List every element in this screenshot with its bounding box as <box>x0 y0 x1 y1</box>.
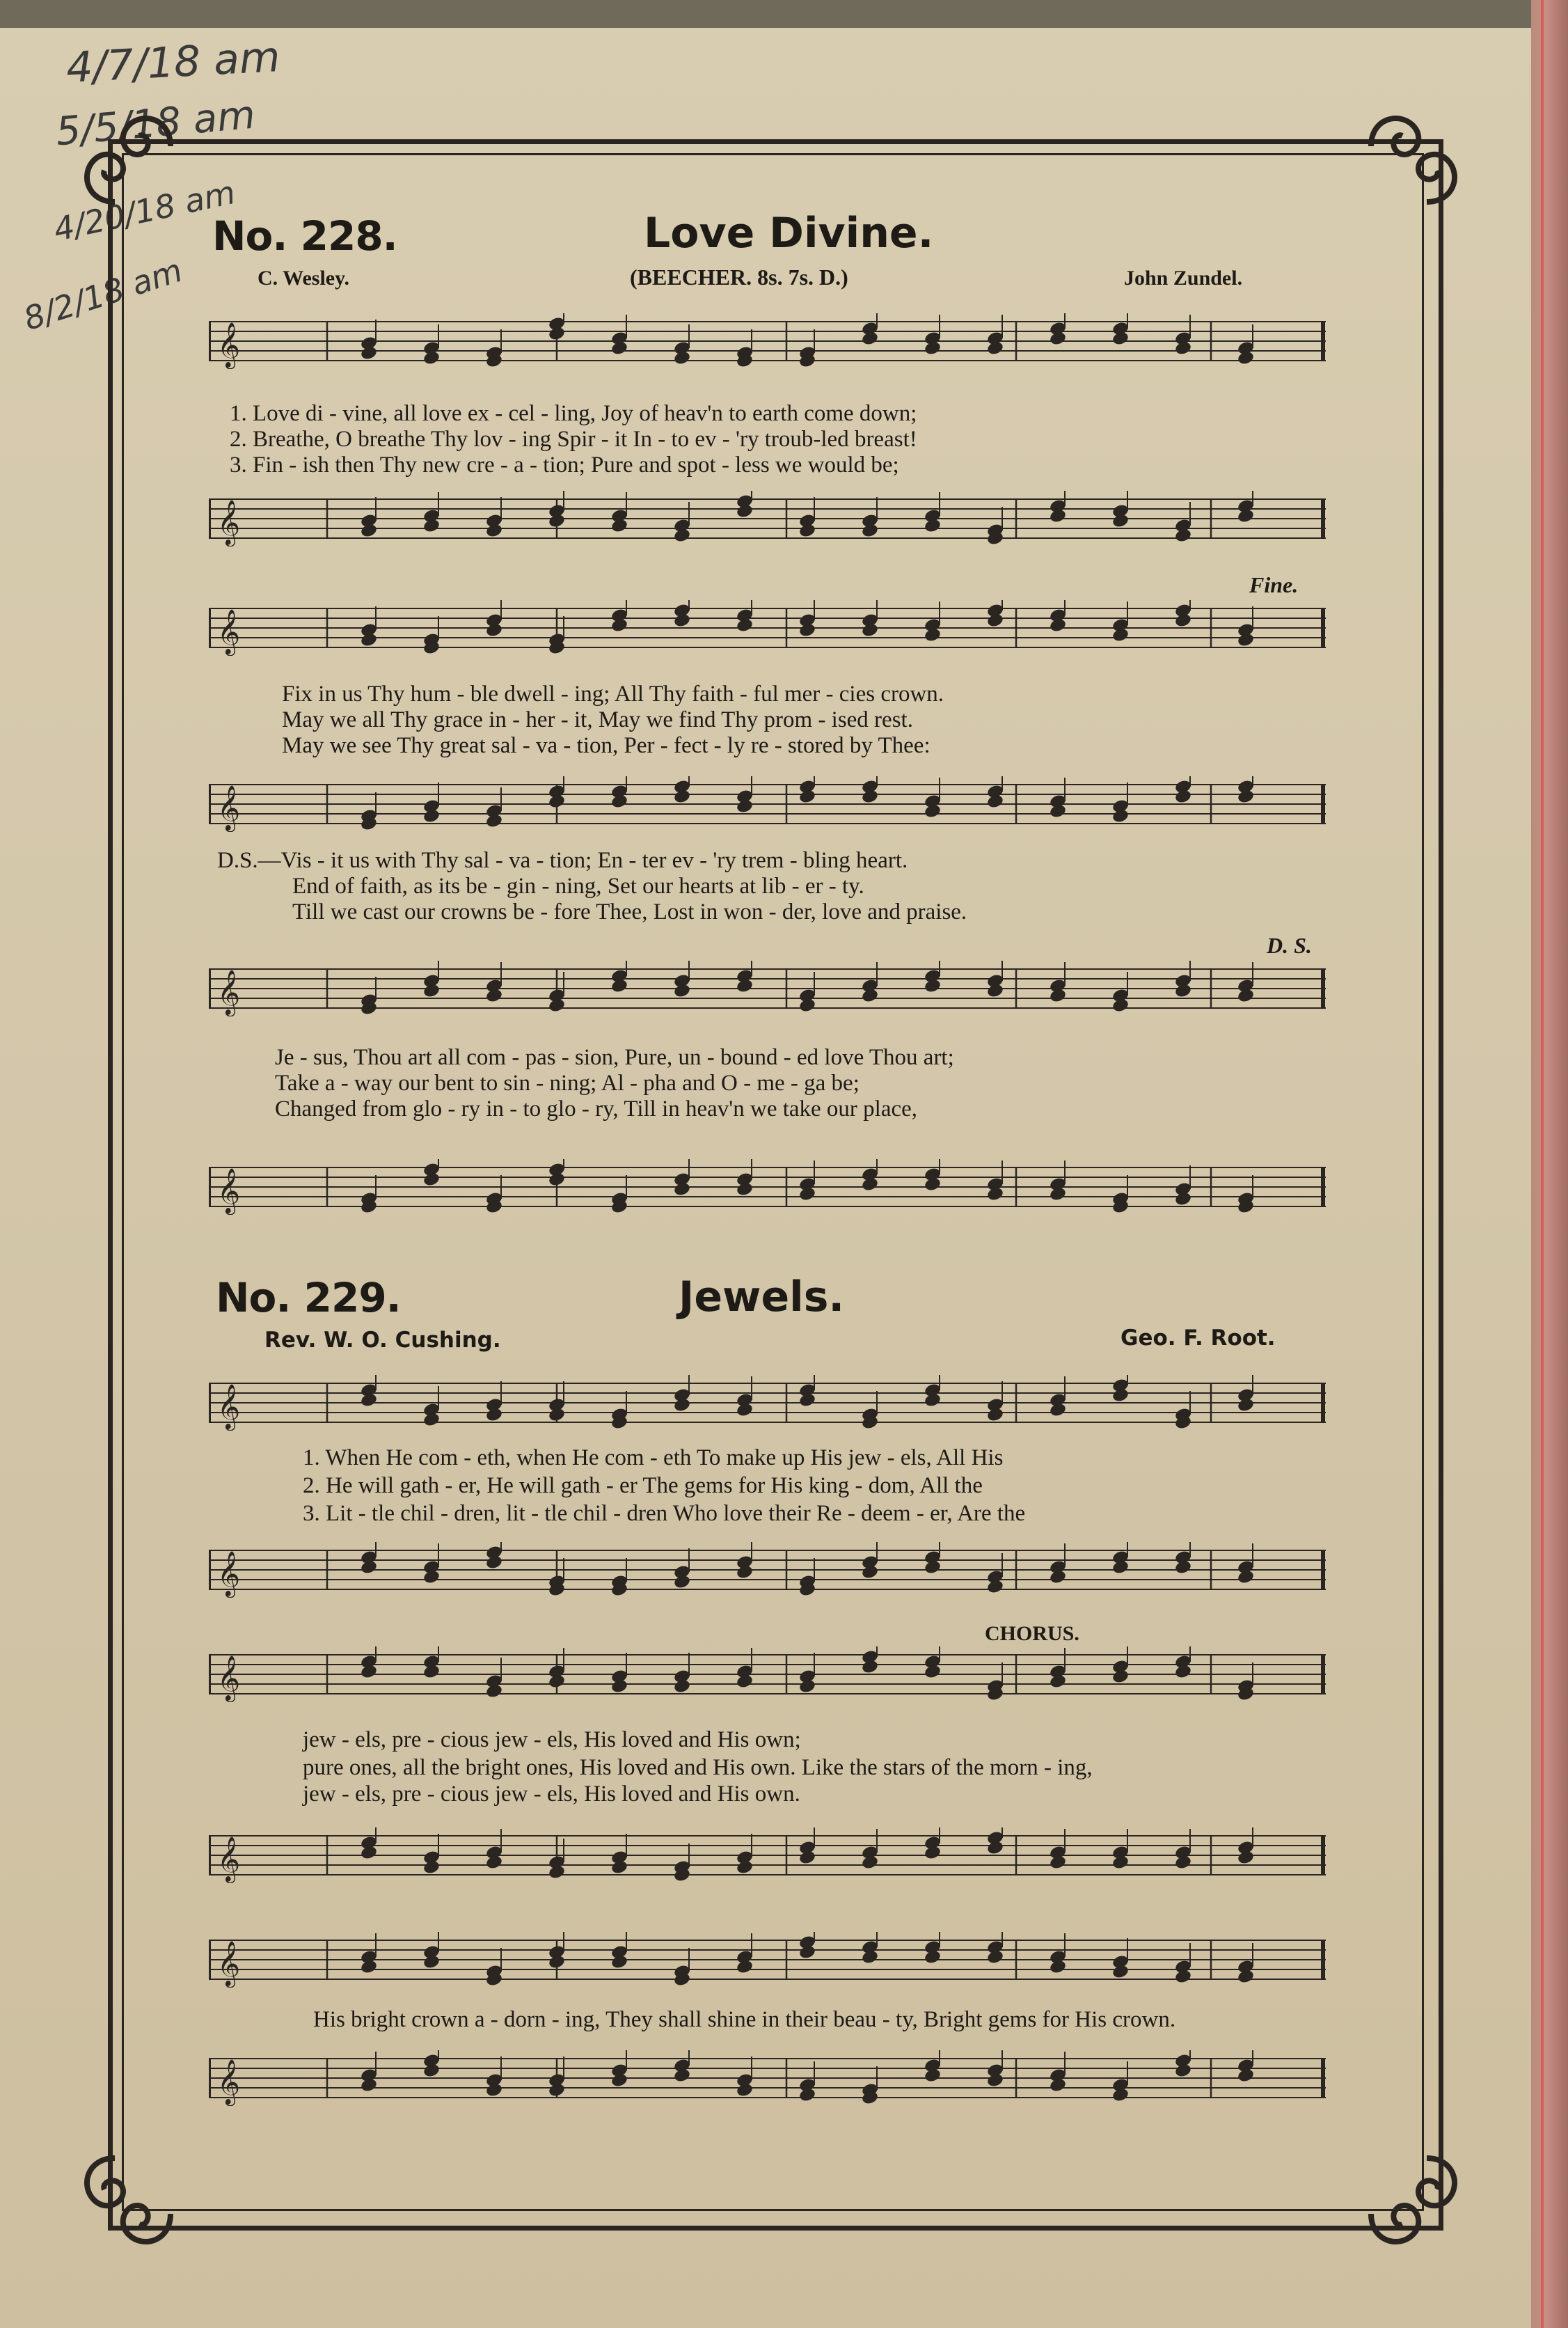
hymn-228-verse-line: May we all Thy grace in - her - it, May we find Thy prom - ised rest. <box>282 707 913 732</box>
frame-corner-ornament-tl <box>73 104 177 209</box>
hymn-229-verse-line: pure ones, all the bright ones, His loved and His own. Like the stars of the morn - ing, <box>303 1755 1093 1780</box>
svg-text:𝄞: 𝄞 <box>217 322 241 368</box>
hymn-228-bass-staff-3 <box>209 1159 1326 1215</box>
hymn-229-verse-line: 3. Lit - tle chil - dren, lit - tle chil - dren Who love their Re - deem - er, Are the <box>303 1501 1026 1526</box>
hymn-228-verse-line: Je - sus, Thou art all com - pas - sion, Pure, un - bound - ed love Thou art; <box>275 1045 954 1070</box>
hymn-229-author: Rev. W. O. Cushing. <box>264 1328 501 1353</box>
hymn-228-ds-line: End of faith, as its be - gin - ning, Set our hearts at lib - er - ty. <box>292 874 864 899</box>
hymn-228-bass-staff-1 <box>209 491 1326 546</box>
hymn-228-bass-staff-2 <box>209 776 1326 832</box>
hymn-228-verse-line: Changed from glo - ry in - to glo - ry, Till in heav'n we take our place, <box>275 1096 918 1122</box>
hymn-229-treble-staff-2 <box>209 1646 1326 1702</box>
hymn-228-ds-line: Till we cast our crowns be - fore Thee, Lost in won - der, love and praise. <box>292 899 967 925</box>
hymn-229-title: Jewels. <box>679 1273 845 1321</box>
hymn-228-verse-line: 1. Love di - vine, all love ex - cel - ling, Joy of heav'n to earth come down; <box>230 401 917 426</box>
svg-text:𝄞: 𝄞 <box>217 1941 241 1986</box>
svg-text:𝄞: 𝄞 <box>217 500 241 545</box>
hymn-228-verse-line: Take a - way our bent to sin - ning; Al - pha and O - me - ga be; <box>275 1071 860 1096</box>
hymn-228-ds-line: D.S.—Vis - it us with Thy sal - va - tion; En - ter ev - 'ry trem - bling heart. <box>217 848 908 873</box>
hymn-228-verse-line: Fix in us Thy hum - ble dwell - ing; All Thy faith - ful mer - cies crown. <box>282 682 944 707</box>
frame-corner-ornament-br <box>1364 2151 1468 2256</box>
svg-text:𝄞: 𝄞 <box>217 1655 241 1701</box>
hymn-228-verse-line: 3. Fin - ish then Thy new cre - a - tion; Pure and spot - less we would be; <box>230 453 899 478</box>
frame-corner-ornament-bl <box>73 2151 177 2256</box>
svg-text:𝄞: 𝄞 <box>217 1384 241 1429</box>
hymn-229-verse-line: jew - els, pre - cious jew - els, His loved and His own; <box>303 1727 801 1752</box>
hymn-229-verse-line: 2. He will gath - er, He will gath - er The gems for His king - dom, All the <box>303 1473 983 1498</box>
hymn-229-chorus-label: CHORUS. <box>985 1622 1079 1645</box>
hymn-229-treble-staff-1 <box>209 1375 1326 1431</box>
svg-text:𝄞: 𝄞 <box>217 2059 241 2105</box>
hymn-228-title: Love Divine. <box>644 209 934 258</box>
svg-text:𝄞: 𝄞 <box>217 785 241 831</box>
hymn-228-treble-staff-3 <box>209 961 1326 1016</box>
hymn-228-treble-staff-1 <box>209 313 1326 369</box>
book-cover-edge <box>0 0 1568 28</box>
svg-text:𝄞: 𝄞 <box>217 1168 241 1213</box>
svg-text:𝄞: 𝄞 <box>217 970 241 1015</box>
handwritten-note-4: 8/2/18 am <box>19 251 187 338</box>
hymn-229-verse-line: His bright crown a - dorn - ing, They shall shine in their beau - ty, Bright gems for His crown. <box>313 2007 1176 2032</box>
hymn-229-verse-line: 1. When He com - eth, when He com - eth To make up His jew - els, All His <box>303 1445 1004 1470</box>
hymn-229-verse-line: jew - els, pre - cious jew - els, His loved and His own. <box>303 1782 800 1807</box>
frame-corner-ornament-tr <box>1364 104 1468 209</box>
svg-text:𝄞: 𝄞 <box>217 1837 241 1882</box>
hymn-228-fine-mark: Fine. <box>1249 572 1299 597</box>
hymn-228-author: C. Wesley. <box>258 267 349 290</box>
hymn-229-composer: Geo. F. Root. <box>1120 1326 1276 1351</box>
hymn-228-composer: John Zundel. <box>1124 267 1243 290</box>
handwritten-note-3: 4/20/18 am <box>50 173 239 249</box>
handwritten-note-2: 5/5/18 am <box>54 92 258 155</box>
hymn-228-number: No. 228. <box>212 212 397 260</box>
hymn-228-tune: (BEECHER. 8s. 7s. D.) <box>630 265 848 290</box>
hymn-229-bass-staff-3 <box>209 2050 1326 2106</box>
book-spine-edge <box>1531 0 1568 2328</box>
svg-text:𝄞: 𝄞 <box>217 1551 241 1596</box>
hymn-228-treble-staff-2 <box>209 600 1326 656</box>
handwritten-note-1: 4/7/18 am <box>65 33 282 93</box>
hymn-229-bass-staff-2 <box>209 1827 1326 1883</box>
svg-text:𝄞: 𝄞 <box>217 609 241 654</box>
hymn-228-verse-line: 2. Breathe, O breathe Thy lov - ing Spir - it In - to ev - 'ry troub-led breast! <box>230 427 917 452</box>
hymn-228-verse-line: May we see Thy great sal - va - tion, Per - fect - ly re - stored by Thee: <box>282 733 930 758</box>
hymn-229-treble-staff-3 <box>209 1932 1326 1988</box>
hymn-228-ds-mark: D. S. <box>1267 933 1312 958</box>
hymn-229-bass-staff-1 <box>209 1542 1326 1598</box>
hymn-229-number: No. 229. <box>216 1274 401 1321</box>
